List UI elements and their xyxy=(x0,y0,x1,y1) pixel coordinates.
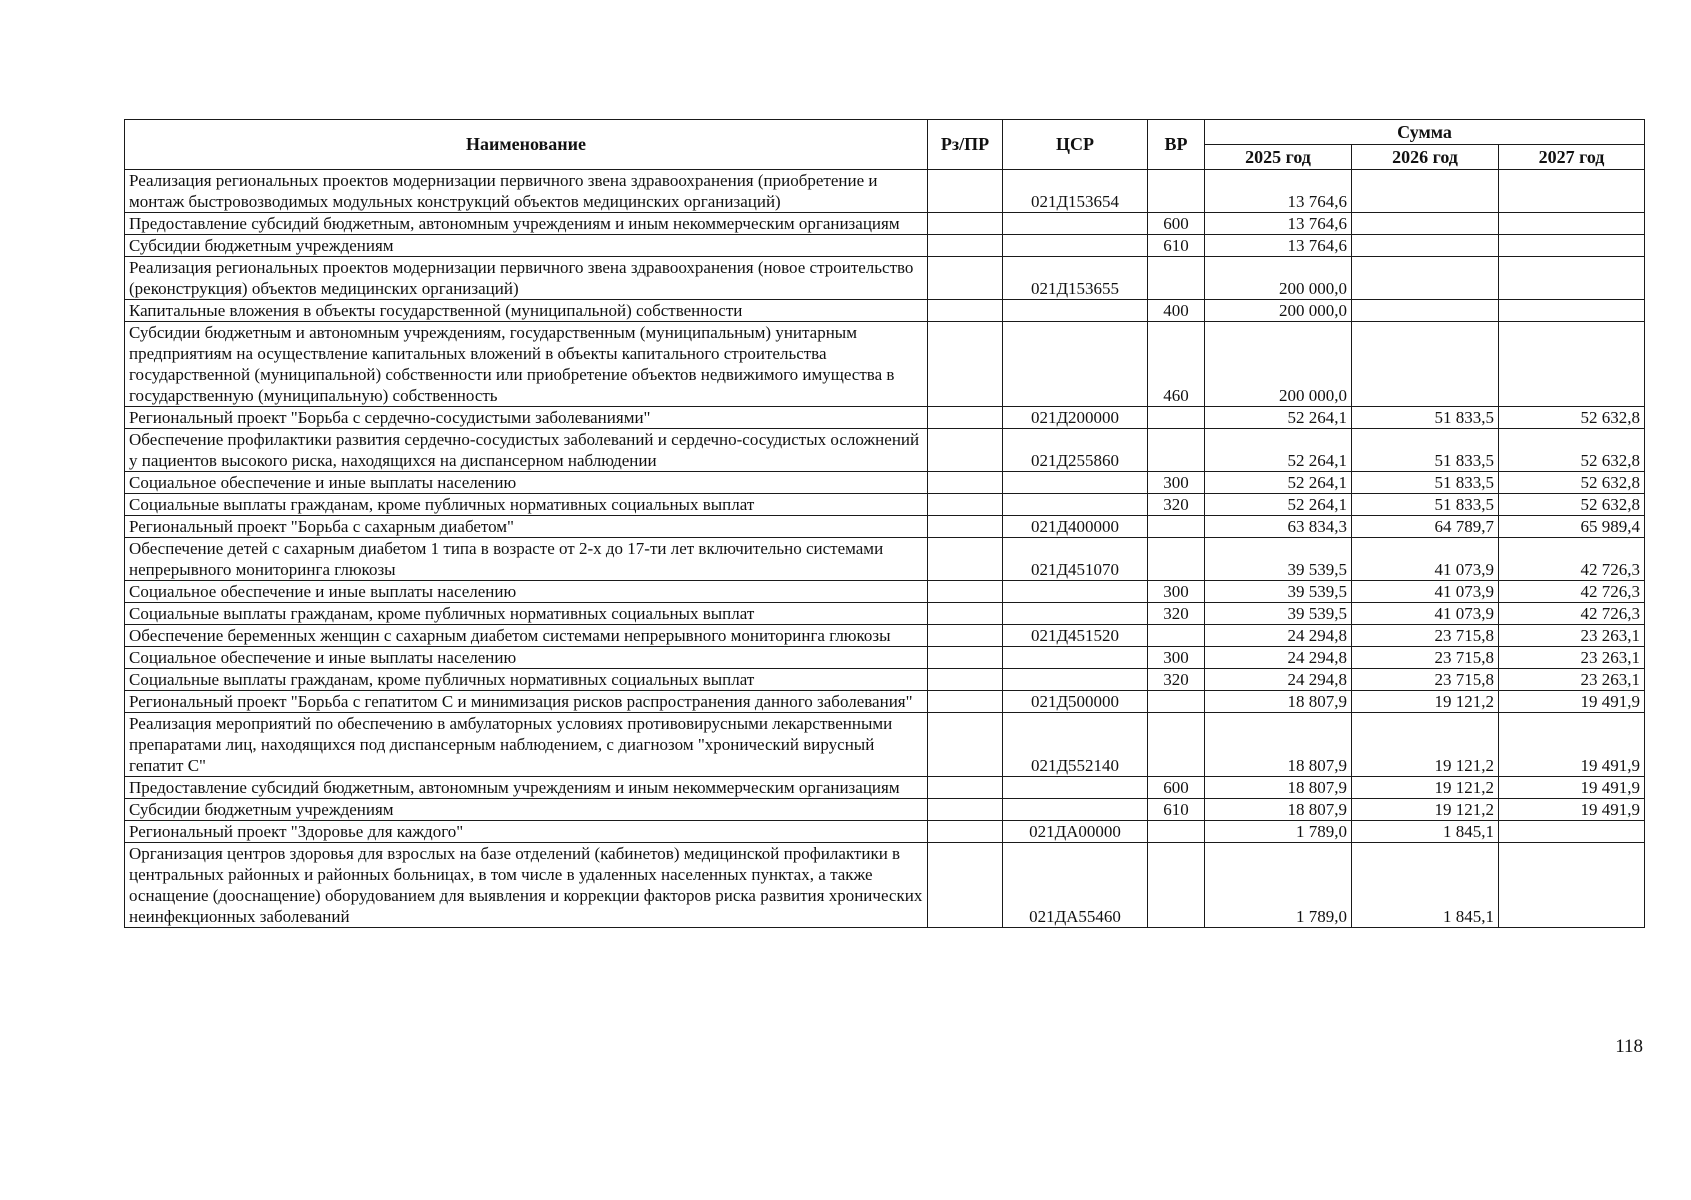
cell-sum-2025: 13 764,6 xyxy=(1205,170,1352,213)
table-row xyxy=(125,625,1645,647)
cell-rz-pr xyxy=(928,472,1003,494)
header-csr: ЦСР xyxy=(1003,120,1148,170)
cell-vr xyxy=(1148,516,1205,538)
cell-vr xyxy=(1148,713,1205,777)
cell-name: Обеспечение детей с сахарным диабетом 1 типа в возрасте от 2-х до 17-ти лет включительно системами непрерывного мониторинга глюкозы xyxy=(125,538,928,581)
cell-rz-pr xyxy=(928,821,1003,843)
table-row xyxy=(125,691,1645,713)
cell-rz-pr xyxy=(928,235,1003,257)
cell-sum-2026 xyxy=(1352,322,1499,407)
cell-sum-2027: 23 263,1 xyxy=(1499,647,1645,669)
cell-sum-2026: 64 789,7 xyxy=(1352,516,1499,538)
cell-sum-2027: 65 989,4 xyxy=(1499,516,1645,538)
cell-csr xyxy=(1003,472,1148,494)
cell-sum-2026 xyxy=(1352,300,1499,322)
cell-vr: 610 xyxy=(1148,799,1205,821)
table-row xyxy=(125,669,1645,691)
cell-vr xyxy=(1148,843,1205,928)
cell-name: Реализация региональных проектов модернизации первичного звена здравоохранения (приобретение и монтаж быстровозводимых модульных конструкций объектов медицинских организаций) xyxy=(125,170,928,213)
cell-rz-pr xyxy=(928,429,1003,472)
cell-rz-pr xyxy=(928,713,1003,777)
cell-name: Региональный проект "Здоровье для каждого" xyxy=(125,821,928,843)
cell-vr: 400 xyxy=(1148,300,1205,322)
cell-sum-2025: 1 789,0 xyxy=(1205,821,1352,843)
cell-rz-pr xyxy=(928,300,1003,322)
table-row xyxy=(125,581,1645,603)
cell-sum-2026: 19 121,2 xyxy=(1352,777,1499,799)
cell-sum-2026: 1 845,1 xyxy=(1352,821,1499,843)
table-row xyxy=(125,516,1645,538)
cell-sum-2025: 13 764,6 xyxy=(1205,213,1352,235)
cell-vr: 300 xyxy=(1148,581,1205,603)
table-row xyxy=(125,713,1645,777)
cell-sum-2027: 23 263,1 xyxy=(1499,625,1645,647)
header-year-2027: 2027 год xyxy=(1499,145,1645,170)
cell-rz-pr xyxy=(928,213,1003,235)
cell-sum-2027 xyxy=(1499,300,1645,322)
cell-csr: 021ДА00000 xyxy=(1003,821,1148,843)
cell-sum-2025: 1 789,0 xyxy=(1205,843,1352,928)
cell-sum-2027: 19 491,9 xyxy=(1499,713,1645,777)
cell-rz-pr xyxy=(928,669,1003,691)
cell-csr: 021Д200000 xyxy=(1003,407,1148,429)
cell-sum-2026 xyxy=(1352,235,1499,257)
cell-csr: 021Д153655 xyxy=(1003,257,1148,300)
cell-csr xyxy=(1003,581,1148,603)
cell-csr: 021Д255860 xyxy=(1003,429,1148,472)
cell-csr xyxy=(1003,300,1148,322)
cell-rz-pr xyxy=(928,581,1003,603)
cell-rz-pr xyxy=(928,538,1003,581)
cell-rz-pr xyxy=(928,799,1003,821)
cell-csr xyxy=(1003,603,1148,625)
budget-table xyxy=(124,119,1645,928)
cell-sum-2025: 63 834,3 xyxy=(1205,516,1352,538)
cell-csr: 021Д451070 xyxy=(1003,538,1148,581)
table-row xyxy=(125,843,1645,928)
cell-sum-2026: 41 073,9 xyxy=(1352,581,1499,603)
cell-sum-2027 xyxy=(1499,322,1645,407)
cell-csr: 021Д500000 xyxy=(1003,691,1148,713)
header-sum: Сумма xyxy=(1205,120,1645,145)
cell-name: Субсидии бюджетным и автономным учреждениям, государственным (муниципальным) унитарным предприятиям на осуществление капитальных вложений в объекты капитального строительства государственной (муниципальной) собственности или приобретение объектов недвижимого имущества в государственную (муниципальную) собственность xyxy=(125,322,928,407)
cell-vr xyxy=(1148,691,1205,713)
table-row xyxy=(125,170,1645,213)
cell-name: Социальные выплаты гражданам, кроме публичных нормативных социальных выплат xyxy=(125,669,928,691)
cell-csr: 021Д400000 xyxy=(1003,516,1148,538)
cell-name: Обеспечение профилактики развития сердечно-сосудистых заболеваний и сердечно-сосудистых осложнений у пациентов высокого риска, находящихся на диспансерном наблюдении xyxy=(125,429,928,472)
cell-sum-2026 xyxy=(1352,170,1499,213)
cell-sum-2026: 23 715,8 xyxy=(1352,625,1499,647)
cell-vr xyxy=(1148,821,1205,843)
cell-name: Социальные выплаты гражданам, кроме публичных нормативных социальных выплат xyxy=(125,494,928,516)
cell-csr xyxy=(1003,777,1148,799)
cell-sum-2025: 52 264,1 xyxy=(1205,472,1352,494)
cell-sum-2027: 52 632,8 xyxy=(1499,494,1645,516)
cell-sum-2027 xyxy=(1499,213,1645,235)
cell-name: Региональный проект "Борьба с гепатитом С и минимизация рисков распространения данного заболевания" xyxy=(125,691,928,713)
header-name: Наименование xyxy=(125,120,928,170)
cell-vr xyxy=(1148,625,1205,647)
cell-rz-pr xyxy=(928,494,1003,516)
cell-csr xyxy=(1003,213,1148,235)
cell-rz-pr xyxy=(928,843,1003,928)
cell-sum-2025: 200 000,0 xyxy=(1205,300,1352,322)
table-row xyxy=(125,407,1645,429)
cell-name: Капитальные вложения в объекты государственной (муниципальной) собственности xyxy=(125,300,928,322)
cell-sum-2026: 23 715,8 xyxy=(1352,669,1499,691)
cell-sum-2027 xyxy=(1499,257,1645,300)
cell-sum-2027 xyxy=(1499,170,1645,213)
cell-name: Региональный проект "Борьба с сахарным диабетом" xyxy=(125,516,928,538)
cell-vr: 610 xyxy=(1148,235,1205,257)
cell-sum-2026: 41 073,9 xyxy=(1352,603,1499,625)
cell-sum-2027: 42 726,3 xyxy=(1499,581,1645,603)
table-row xyxy=(125,777,1645,799)
cell-sum-2026: 19 121,2 xyxy=(1352,799,1499,821)
table-row xyxy=(125,647,1645,669)
cell-sum-2026: 51 833,5 xyxy=(1352,494,1499,516)
cell-csr xyxy=(1003,647,1148,669)
cell-csr xyxy=(1003,494,1148,516)
cell-name: Региональный проект "Борьба с сердечно-сосудистыми заболеваниями" xyxy=(125,407,928,429)
table-row xyxy=(125,213,1645,235)
cell-sum-2027: 19 491,9 xyxy=(1499,799,1645,821)
table-row xyxy=(125,821,1645,843)
header-year-2025: 2025 год xyxy=(1205,145,1352,170)
cell-name: Обеспечение беременных женщин с сахарным диабетом системами непрерывного мониторинга глюкозы xyxy=(125,625,928,647)
cell-sum-2025: 39 539,5 xyxy=(1205,538,1352,581)
cell-sum-2026: 41 073,9 xyxy=(1352,538,1499,581)
table-row xyxy=(125,235,1645,257)
cell-name: Предоставление субсидий бюджетным, автономным учреждениям и иным некоммерческим организациям xyxy=(125,213,928,235)
cell-rz-pr xyxy=(928,407,1003,429)
cell-vr: 320 xyxy=(1148,603,1205,625)
cell-sum-2026: 51 833,5 xyxy=(1352,472,1499,494)
table-row xyxy=(125,494,1645,516)
cell-sum-2025: 200 000,0 xyxy=(1205,322,1352,407)
cell-sum-2027 xyxy=(1499,821,1645,843)
cell-sum-2027: 52 632,8 xyxy=(1499,429,1645,472)
cell-sum-2026: 51 833,5 xyxy=(1352,407,1499,429)
cell-vr: 460 xyxy=(1148,322,1205,407)
cell-name: Организация центров здоровья для взрослых на базе отделений (кабинетов) медицинской профилактики в центральных районных и районных больницах, в том числе в удаленных населенных пунктах, а также оснащение (дооснащение) оборудованием для выявления и коррекции факторов риска развития хронических неинфекционных заболеваний xyxy=(125,843,928,928)
cell-sum-2025: 13 764,6 xyxy=(1205,235,1352,257)
cell-sum-2025: 18 807,9 xyxy=(1205,691,1352,713)
cell-rz-pr xyxy=(928,257,1003,300)
table-row xyxy=(125,538,1645,581)
table-body xyxy=(125,170,1645,928)
cell-name: Субсидии бюджетным учреждениям xyxy=(125,799,928,821)
cell-csr: 021Д552140 xyxy=(1003,713,1148,777)
cell-sum-2026: 51 833,5 xyxy=(1352,429,1499,472)
cell-csr xyxy=(1003,669,1148,691)
cell-name: Социальное обеспечение и иные выплаты населению xyxy=(125,472,928,494)
cell-vr xyxy=(1148,257,1205,300)
cell-vr: 300 xyxy=(1148,472,1205,494)
cell-rz-pr xyxy=(928,777,1003,799)
cell-sum-2027 xyxy=(1499,235,1645,257)
cell-name: Социальное обеспечение и иные выплаты населению xyxy=(125,581,928,603)
page-number: 118 xyxy=(1615,1036,1643,1057)
cell-sum-2025: 24 294,8 xyxy=(1205,669,1352,691)
cell-rz-pr xyxy=(928,691,1003,713)
cell-name: Предоставление субсидий бюджетным, автономным учреждениям и иным некоммерческим организациям xyxy=(125,777,928,799)
cell-csr xyxy=(1003,799,1148,821)
cell-csr xyxy=(1003,322,1148,407)
header-vr: ВР xyxy=(1148,120,1205,170)
cell-rz-pr xyxy=(928,625,1003,647)
cell-sum-2025: 52 264,1 xyxy=(1205,494,1352,516)
table-row xyxy=(125,300,1645,322)
cell-name: Социальное обеспечение и иные выплаты населению xyxy=(125,647,928,669)
cell-sum-2026: 19 121,2 xyxy=(1352,691,1499,713)
cell-sum-2025: 24 294,8 xyxy=(1205,647,1352,669)
cell-sum-2027: 52 632,8 xyxy=(1499,407,1645,429)
cell-sum-2026 xyxy=(1352,213,1499,235)
cell-vr: 600 xyxy=(1148,777,1205,799)
table-row xyxy=(125,429,1645,472)
cell-sum-2025: 24 294,8 xyxy=(1205,625,1352,647)
cell-vr xyxy=(1148,538,1205,581)
cell-sum-2027: 19 491,9 xyxy=(1499,691,1645,713)
cell-name: Реализация мероприятий по обеспечению в амбулаторных условиях противовирусными лекарственными препаратами лиц, находящихся под диспансерным наблюдением, с диагнозом "хронический вирусный гепатит С" xyxy=(125,713,928,777)
cell-sum-2025: 200 000,0 xyxy=(1205,257,1352,300)
cell-vr xyxy=(1148,407,1205,429)
cell-sum-2025: 52 264,1 xyxy=(1205,407,1352,429)
cell-sum-2027: 42 726,3 xyxy=(1499,603,1645,625)
cell-sum-2026: 19 121,2 xyxy=(1352,713,1499,777)
cell-sum-2026 xyxy=(1352,257,1499,300)
cell-sum-2026: 23 715,8 xyxy=(1352,647,1499,669)
cell-vr: 320 xyxy=(1148,669,1205,691)
table-row xyxy=(125,472,1645,494)
cell-sum-2025: 18 807,9 xyxy=(1205,799,1352,821)
cell-csr: 021ДА55460 xyxy=(1003,843,1148,928)
cell-vr xyxy=(1148,429,1205,472)
cell-name: Социальные выплаты гражданам, кроме публичных нормативных социальных выплат xyxy=(125,603,928,625)
cell-vr xyxy=(1148,170,1205,213)
cell-sum-2025: 18 807,9 xyxy=(1205,713,1352,777)
cell-sum-2027: 42 726,3 xyxy=(1499,538,1645,581)
cell-sum-2027: 23 263,1 xyxy=(1499,669,1645,691)
cell-rz-pr xyxy=(928,170,1003,213)
cell-sum-2025: 18 807,9 xyxy=(1205,777,1352,799)
cell-csr: 021Д153654 xyxy=(1003,170,1148,213)
cell-vr: 300 xyxy=(1148,647,1205,669)
header-year-2026: 2026 год xyxy=(1352,145,1499,170)
cell-csr: 021Д451520 xyxy=(1003,625,1148,647)
cell-rz-pr xyxy=(928,603,1003,625)
cell-csr xyxy=(1003,235,1148,257)
cell-rz-pr xyxy=(928,647,1003,669)
table-row xyxy=(125,322,1645,407)
cell-name: Субсидии бюджетным учреждениям xyxy=(125,235,928,257)
cell-sum-2025: 52 264,1 xyxy=(1205,429,1352,472)
cell-name: Реализация региональных проектов модернизации первичного звена здравоохранения (новое строительство (реконструкция) объектов медицинских организаций) xyxy=(125,257,928,300)
cell-rz-pr xyxy=(928,516,1003,538)
table-row xyxy=(125,257,1645,300)
cell-sum-2027 xyxy=(1499,843,1645,928)
table-row xyxy=(125,603,1645,625)
cell-rz-pr xyxy=(928,322,1003,407)
cell-vr: 320 xyxy=(1148,494,1205,516)
cell-sum-2025: 39 539,5 xyxy=(1205,581,1352,603)
cell-sum-2025: 39 539,5 xyxy=(1205,603,1352,625)
cell-sum-2027: 52 632,8 xyxy=(1499,472,1645,494)
cell-sum-2026: 1 845,1 xyxy=(1352,843,1499,928)
table-row xyxy=(125,799,1645,821)
table-header xyxy=(125,120,1645,170)
cell-sum-2027: 19 491,9 xyxy=(1499,777,1645,799)
header-rz-pr: Рз/ПР xyxy=(928,120,1003,170)
cell-vr: 600 xyxy=(1148,213,1205,235)
